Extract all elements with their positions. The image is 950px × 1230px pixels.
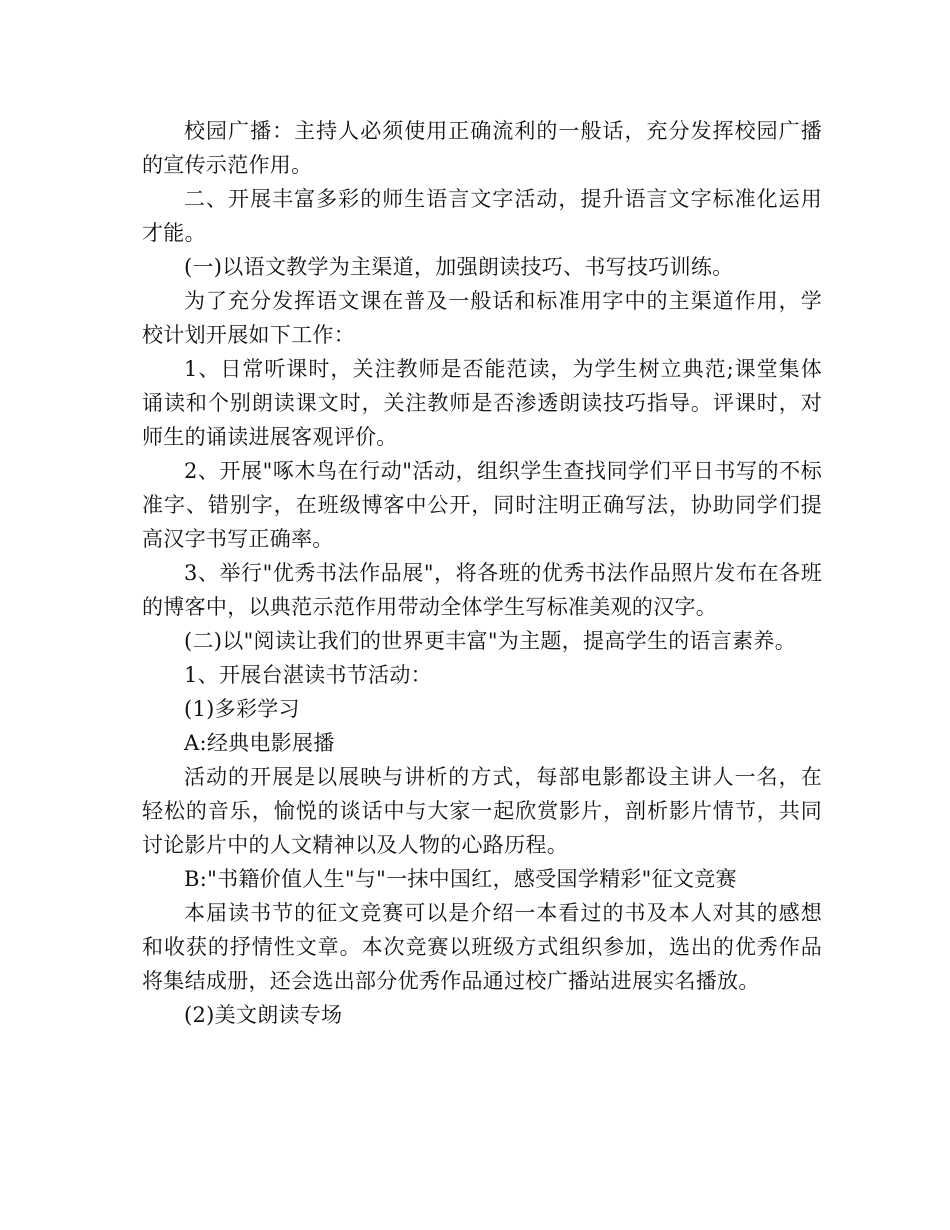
heading-essay-contest: B:"书籍价值人生"与"一抹中国红，感受国学精彩"征文竞赛 — [184, 867, 737, 891]
heading-section-two: 二、开展丰富多彩的师生语言文字活动，提升语言文字标准化运用才能。 — [142, 187, 822, 245]
list-item-1: 1、日常听课时，关注教师是否能范读，为学生树立典范;课堂集体诵读和个别朗读课文时，关注教师是否渗透朗读技巧指导。评课时，对师生的诵读进展客观评价。 — [142, 357, 822, 449]
paragraph-film-activity: 活动的开展是以展映与讲析的方式，每部电影都设主讲人一名，在轻松的音乐，愉悦的谈话中与大家一起欣赏影片，剖析影片情节，共同讨论影片中的人文精神以及人物的心路历程。 — [142, 765, 822, 857]
heading-reading-festival: 1、开展台湛读书节活动： — [184, 663, 432, 687]
paragraph-intro: 为了充分发挥语文课在普及一般话和标准用字中的主渠道作用，学校计划开展如下工作： — [142, 289, 822, 347]
heading-subsection-two: (二)以"阅读让我们的世界更丰富"为主题，提高学生的语言素养。 — [184, 629, 797, 653]
document-body — [142, 114, 822, 1032]
heading-reading-session: (2)美文朗读专场 — [184, 1003, 343, 1027]
paragraph-campus-broadcast: 校园广播：主持人必须使用正确流利的一般话，充分发挥校园广播的宣传示范作用。 — [142, 119, 822, 177]
list-item-3: 3、举行"优秀书法作品展"，将各班的优秀书法作品照片发布在各班的博客中，以典范示范作用带动全体学生写标准美观的汉字。 — [142, 561, 822, 619]
heading-colorful-learning: (1)多彩学习 — [184, 697, 300, 721]
heading-subsection-one: (一)以语文教学为主渠道，加强朗读技巧、书写技巧训练。 — [184, 255, 734, 279]
list-item-2: 2、开展"啄木鸟在行动"活动，组织学生查找同学们平日书写的不标准字、错别字，在班级博客中公开，同时注明正确写法，协助同学们提高汉字书写正确率。 — [142, 459, 822, 551]
heading-film-screening: A:经典电影展播 — [184, 731, 335, 755]
paragraph-essay-contest: 本届读书节的征文竞赛可以是介绍一本看过的书及本人对其的感想和收获的抒情性文章。本次竞赛以班级方式组织参加，选出的优秀作品将集结成册，还会选出部分优秀作品通过校广播站进展实名播放。 — [142, 901, 822, 993]
